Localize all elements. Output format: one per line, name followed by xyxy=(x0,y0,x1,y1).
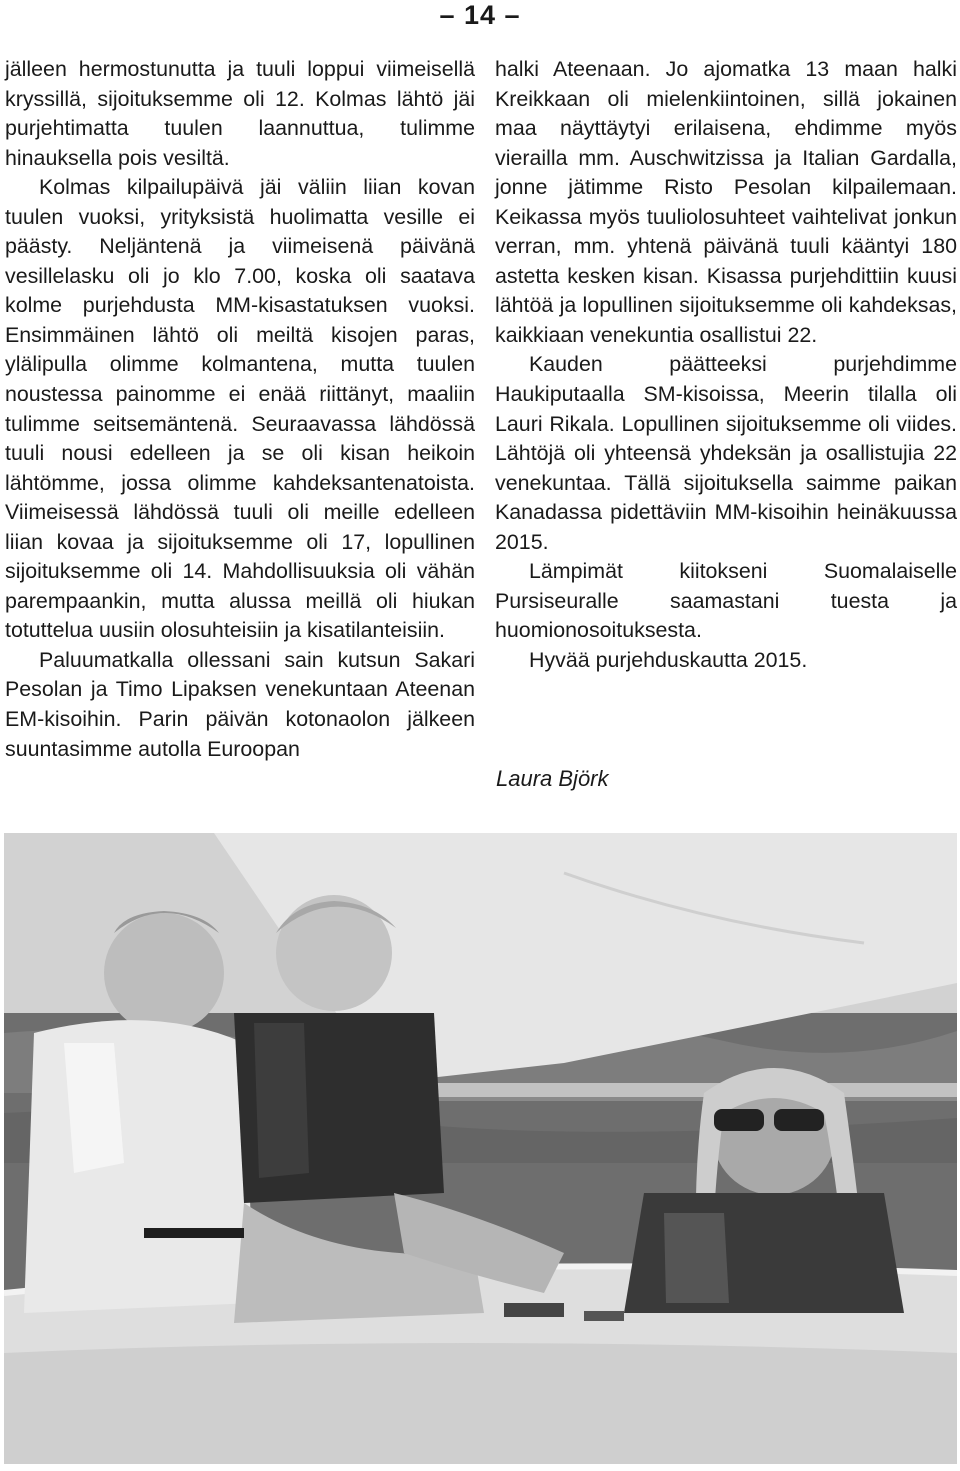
paragraph: Kauden päätteeksi purjehdimme Haukiputaalla SM-kisoissa, Meerin tilalla oli Lauri Rikala. Lopullinen sijoituksemme oli viides. Lähtöjä oli yhteensä yhdeksän ja osallistujia 22 venekuntaa. Tällä sijoituksella saimme paikan Kanadassa pidettäviin MM-kisoihin heinäkuussa 2015. xyxy=(495,352,957,554)
article-column-left xyxy=(5,55,475,764)
sailing-photo xyxy=(4,833,957,1464)
paragraph: halki Ateenaan. Jo ajomatka 13 maan halki Kreikkaan oli mielenkiintoinen, sillä jokainen maa näyttäytyi erilaisena, ehdimme myös vierailla mm. Auschwitzissa ja Italian Gardalla, jonne jätimme Risto Pesolan kilpailemaan. Keikassa myös tuuliolosuhteet vaihtelivat jonkun verran, mm. yhtenä päivänä tuuli kääntyi 180 astetta kesken kisan. Kisassa purjehdittiin kuusi lähtöä ja lopullinen sijoituksemme oli kahdeksas, kaikkiaan venekuntia osallistui 22. xyxy=(495,57,957,347)
paragraph: Paluumatkalla ollessani sain kutsun Sakari Pesolan ja Timo Lipaksen venekuntaan Ateenan EM-kisoihin. Parin päivän kotonaolon jälkeen suuntasimme autolla Euroopan xyxy=(5,647,475,761)
article-column-right xyxy=(495,55,957,675)
author-signature: Laura Björk xyxy=(496,766,609,791)
paragraph: jälleen hermostunutta ja tuuli loppui viimeisellä kryssillä, sijoituksemme oli 12. Kolmas lähtö jäi purjehtimatta tuulen laannuttua, tulimme hinauksella pois vesiltä. xyxy=(5,57,475,170)
paragraph: Kolmas kilpailupäivä jäi väliin liian kovan tuulen vuoksi, yrityksistä huolimatta vesille ei päästy. Neljäntenä ja viimeisenä päivänä vesillelasku oli jo klo 7.00, koska oli saatava kolme purjehdusta MM-kisastatuksen vuoksi. Ensimmäinen lähtö oli meiltä kisojen paras, ylälipulla olimme kolmantena, mutta tuulen noustessa painomme ei enää riittänyt, maaliin tulimme seitsemäntenä. Seuraavassa lähdössä tuuli nousi edelleen ja se oli kisan heikoin lähtömme, jossa olimme kahdeksantenatoista. Viimeisessä lähdössä tuuli oli meille edelleen liian kovaa ja sijoituksemme oli 17, lopullinen sijoituksemme oli 14. Mahdollisuuksia oli vähän parempaankin, mutta alussa meillä oli hiukan totuttelua uusiin olosuhteisiin ja kisatilanteisiin. xyxy=(5,175,475,643)
page-number: – 14 – xyxy=(439,0,521,30)
paragraph: Lämpimät kiitokseni Suomalaiselle Pursiseuralle saamastani tuesta ja huomionosoituksesta. xyxy=(495,559,957,643)
paragraph: Hyvää purjehduskautta 2015. xyxy=(529,647,808,672)
